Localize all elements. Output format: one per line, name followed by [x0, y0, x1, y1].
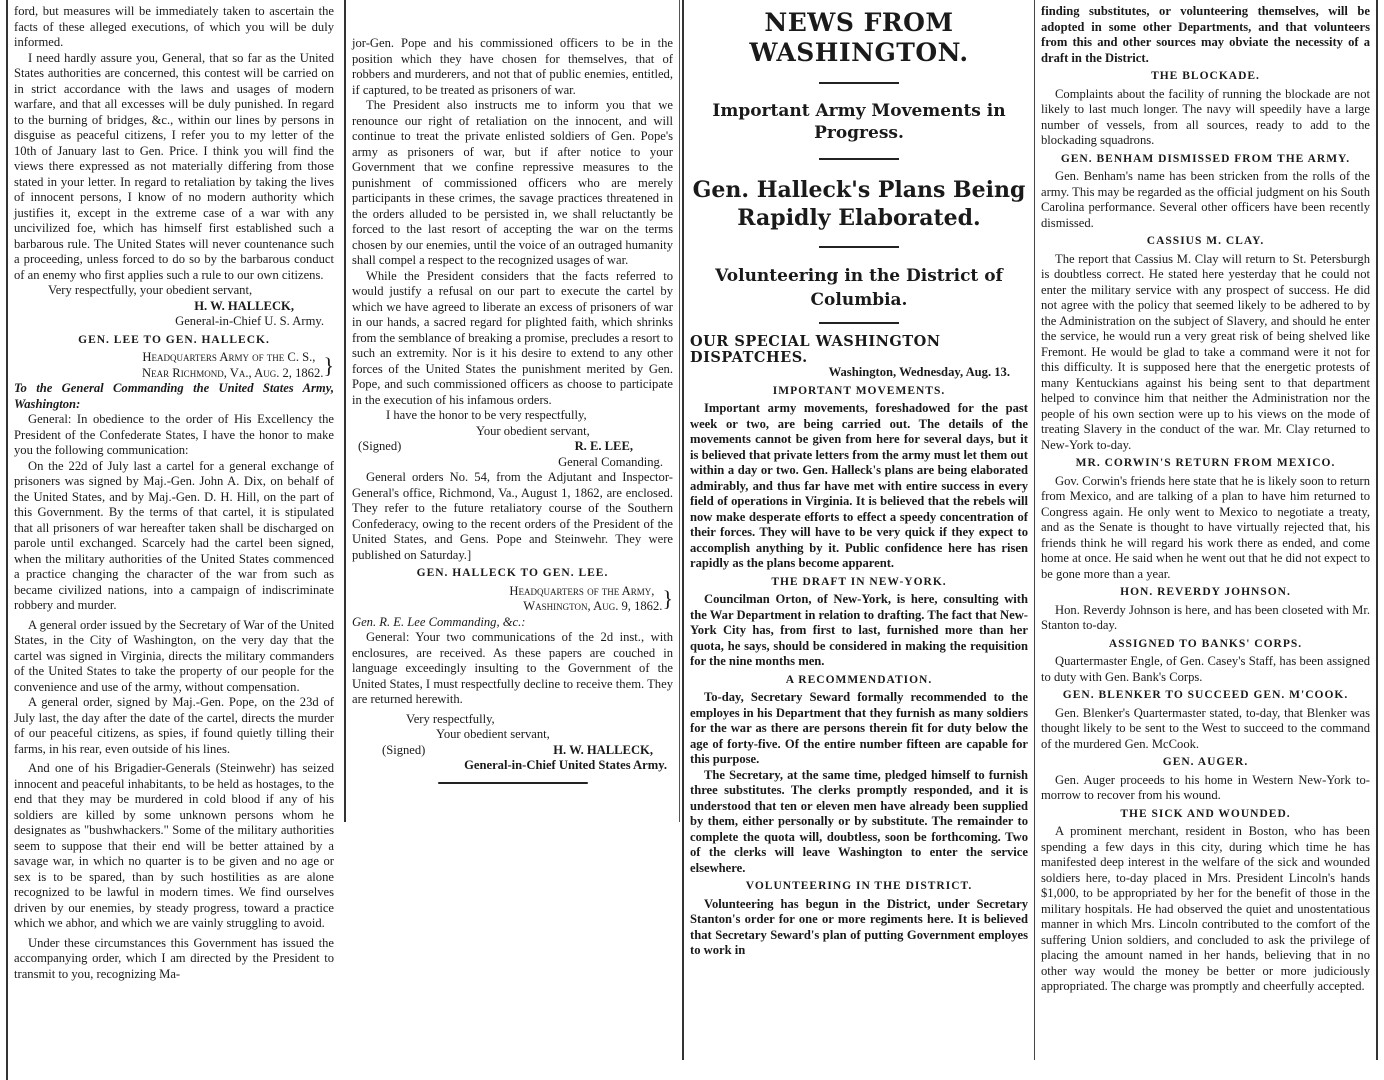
headline: NEWS FROM WASHINGTON.: [749, 8, 969, 67]
headquarters-line: Near Richmond, Va., Aug. 2, 1862.: [142, 365, 324, 380]
signature-title: General Comanding.: [558, 454, 663, 469]
divider-rule: [819, 82, 899, 84]
divider-rule: [819, 158, 899, 160]
signature-name: H. W. HALLECK,: [194, 298, 294, 313]
section-subhead: A RECOMMENDATION.: [785, 673, 933, 686]
signature-title: General-in-Chief United States Army.: [464, 758, 667, 772]
headquarters-block: [352, 584, 673, 615]
section-subhead: ASSIGNED TO BANKS' CORPS.: [1108, 637, 1303, 650]
paragraph: And one of his Brigadier-Generals (Steinwehr) has seized innocent and peaceful inhabitants, to be held as hostages, to the end that they may be murdered in cold blood if any of his soldiers are killed by some unknown persons whom he designates as "bushwhackers." Some of the military authorities seem to suppose that their end will be better attained by a savage war, in which no quarter is to be given and no age or sex is to be spared, than by such hostilities as are alone recognized to be lawful in modern times. We find ourselves driven by our enemies, by steady progress, toward a practice which we abhor, and which we are vainly struggling to avoid.: [14, 761, 334, 930]
section-subhead: VOLUNTEERING IN THE DISTRICT.: [745, 880, 973, 892]
paragraph: Gen. Auger proceeds to his home in Western New-York to-morrow to recover from his wound.: [1041, 772, 1370, 802]
paragraph: On the 22d of July last a cartel for a general exchange of prisoners was signed by Maj.-Gen. John A. Dix, on behalf of the United States, and by Maj.-Gen. D. H. Hill, on the part of this Government. By the terms of that cartel, it is stipulated that all prisoners of war hereafter taken shall be discharged on parole until exchanged. Scarcely had the cartel been signed, when the military authorities of the United States commenced a practice changing the character of the war from such as became civilized nations, into a campaign of indiscriminate robbery and murder.: [14, 458, 334, 612]
column-3: [682, 0, 1034, 1060]
paragraph: The report that Cassius M. Clay will return to St. Petersburgh is doubtless correct. He stated here yesterday that he could not enter the military service with any prospect of success. He did not agree with the policy that seemed likely to be adhered to by the Administration on the subject of Slavery, and should he enter the service, he would run a very great risk of being shelved like Fremont. He would be glad to take a command were it not for this difficulty. It is supposed here that the energetic protests of many Kentuckians against his being sent to that department helped to convince him that neither the Administration nor the people of his own section were up to his views on the mode of treating Slavery in the conduct of the war. Mr. Clay returned to New-York to-day.: [1041, 251, 1370, 452]
paragraph: Under these circumstances this Government has issued the accompanying order, which I am directed by the President to transmit to you, recognizing Ma-: [14, 935, 334, 981]
paragraph: A prominent merchant, resident in Boston, who has been spending a few days in this city, during which time he has manifested deep interest in the welfare of the sick and wounded soldiers here, to-day placed in Mrs. President Lincoln's hands $1,000, to be appropriated by her for the benefit of those in the military hospitals. He had observed the quiet and unostentatious manner in which Mrs. Lincoln contributed to the comfort of the suffering Union soldiers, and concluded to ask the privilege of placing the amount named in her hands, believing that in no other way would the money be better or more judiciously appropriated. The charge was promptly and cheerfully accepted.: [1041, 824, 1370, 993]
section-subhead: GEN. BENHAM DISMISSED FROM THE ARMY.: [1060, 152, 1351, 165]
letter-closing: Your obedient servant,: [476, 423, 590, 438]
divider-rule: [819, 322, 899, 324]
signature-row: [352, 743, 673, 759]
column-2: [344, 0, 680, 822]
signed-label: (Signed): [358, 439, 402, 453]
headline-deck: Gen. Halleck's Plans Being Rapidly Elaborated.: [692, 177, 1026, 231]
headquarters-line: Washington, Aug. 9, 1862.: [523, 599, 663, 613]
paragraph: Complaints about the facility of running the blockade are not likely to last much longer. The navy will speedily have a large number of vessels, from all sources, ready to add to the blockading squadrons.: [1041, 86, 1370, 147]
paragraph: Gov. Corwin's friends here state that he is likely soon to return from Mexico, and are talking of a plan to have him returned to Congress again. He only went to Mexico to negotiate a treaty, and as the Senate is thought to have virtually rejected that, his friends think he will regard his work there as ended, and come home at once. He said when he went out that he did not expect to be gone more than a year.: [1041, 473, 1370, 581]
paragraph: Councilman Orton, of New-York, is here, consulting with the War Department in relation to drafting. The fact that New-York City has, from first to last, furnished more than her quota, he says, should be considered in making the requisition for the nine months men.: [690, 592, 1028, 668]
orders-note: General orders No. 54, from the Adjutant and Inspector-General's office, Richmond, Va., August 1, 1862, are enclosed. They refer to the future retaliatory course of the Southern Confederacy, owing to the recent orders of the President of the United States, and Gens. Pope and Steinwehr. They were published on Saturday.]: [352, 470, 673, 562]
section-subhead: GEN. LEE TO GEN. HALLECK.: [78, 333, 270, 346]
section-subhead: HON. REVERDY JOHNSON.: [1120, 586, 1291, 598]
salutation: Gen. R. E. Lee Commanding, &c.:: [352, 614, 526, 629]
paragraph: A general order, signed by Maj.-Gen. Pope, on the 23d of July last, the day after the date of the cartel, directs the murder of our peaceful citizens, as spies, if found quietly tilling their farms, in his rear, even outside of his lines.: [14, 695, 334, 756]
paragraph: General: Your two communications of the 2d inst., with enclosures, are received. As these papers are couched in language exceedingly insulting to the Government of the United States, I must respectfully decline to receive them. They are returned herewith.: [352, 630, 673, 706]
paragraph: While the President considers that the facts referred to would justify a refusal on our part to execute the cartel by which we have agreed to liberate an excess of prisoners of war in our hands, a sacred regard for plighted faith, which shrinks from the semblance of breaking a promise, precludes a resort to such an extremity. Nor is it his desire to extend to any other forces of the United States the punishment merited by Gen. Pope, and such commissioned officers as choose to participate in the execution of his infamous orders.: [352, 268, 673, 407]
paragraph: Gen. Benham's name has been stricken from the rolls of the army. This may be regarded as the official judgment on his South Carolina performance. Several other officers have been recently dismissed.: [1041, 169, 1370, 230]
section-subhead: GEN. AUGER.: [1162, 756, 1249, 768]
section-subhead: THE DRAFT IN NEW-YORK.: [771, 575, 947, 588]
letter-closing: Very respectfully,: [406, 711, 495, 726]
dispatch-heading: OUR SPECIAL WASHINGTON DISPATCHES.: [690, 333, 941, 366]
dispatch-body: [690, 384, 1028, 959]
headquarters-block: [14, 350, 334, 381]
paragraph: Gen. Blenker's Quartermaster stated, to-day, that Blenker was thought likely to be sent to the West to succeed to the command of the murdered Gen. McCook.: [1041, 705, 1370, 751]
section-subhead: THE SICK AND WOUNDED.: [1120, 807, 1291, 820]
section-subhead: MR. CORWIN'S RETURN FROM MEXICO.: [1075, 457, 1336, 469]
brace-icon: }: [662, 586, 673, 611]
salutation: To the General Commanding the United States Army, Washington:: [14, 381, 334, 411]
signature-title: General-in-Chief U. S. Army.: [175, 314, 324, 328]
paragraph: Quartermaster Engle, of Gen. Casey's Staff, has been assigned to duty with Gen. Bank's Corps.: [1041, 654, 1370, 684]
paragraph: To-day, Secretary Seward formally recommended to the employes in his Department that they furnish as many soldiers for the war as there are persons therein fit for duty below the age of forty-five. Of the entire number fifteen are capable for this purpose.: [690, 690, 1028, 766]
brace-icon: }: [323, 352, 334, 378]
letter-closing: I have the honor to be very respectfully,: [386, 408, 587, 422]
section-subhead: THE BLOCKADE.: [1151, 70, 1260, 82]
headquarters-line: Headquarters Army of the C. S.,: [142, 350, 316, 364]
paragraph: The Secretary, at the same time, pledged himself to furnish three substitutes. The clerks promptly responded, and it is understood that ten or eleven men have already been supplied by them, either personally or by substitute. The remainder to complete the quota will, doubtless, soon be forthcoming. Two of the clerks will leave Washington to enter the service elsewhere.: [690, 767, 1028, 875]
headline-deck: Volunteering in the District of Columbia.: [715, 266, 1003, 310]
signed-label: (Signed): [382, 742, 426, 757]
signature-name: R. E. LEE,: [574, 439, 633, 453]
paragraph: finding substitutes, or volunteering themselves, will be adopted in some other Departments, and that volunteers from this and other sources may obviate the necessity of a draft in the District.: [1041, 4, 1370, 65]
paragraph: ford, but measures will be immediately taken to ascertain the facts of these alleged executions, of which you will be duly informed.: [14, 4, 334, 49]
paragraph: Hon. Reverdy Johnson is here, and has been closeted with Mr. Stanton to-day.: [1041, 602, 1370, 632]
divider-rule: [819, 246, 899, 248]
headline-deck: Important Army Movements in Progress.: [712, 101, 1006, 143]
paragraph: I need hardly assure you, General, that so far as the United States authorities are concerned, this contest will be carried on in strict accordance with the laws and usages of modern warfare, and that all excesses will be duly punished. In regard to the burning of bridges, &c., within our lines by persons in disguise as peaceful citizens, I refer you to my letter of the 10th of January last to Gen. Price. I think you will find the views there expressed as not materially differing from those stated in your letter. In regard to retaliation by taking the lives of innocent persons, I know of no modern authority which justifies it, except in the extreme case of a war with any uncivilized foe, which has himself first established such a barbarous rule. The United States will never countenance such a proceeding, unless forced to do so by the barbarous conduct of an enemy who first applies such a rule to our own citizens.: [14, 50, 334, 282]
signature-row: [352, 439, 673, 455]
paragraph: The President also instructs me to inform you that we renounce our right of retaliation on the innocent, and will continue to treat the private enlisted soldiers of Gen. Pope's army as prisoners of war, but if after notice to your Government that we confine repressive measures to the punishment of commissioned officers who are merely participants in these crimes, the savage practices threatened in the orders alluded to be persisted in, we shall reluctantly be forced to the last resort of accepting the war on the terms chosen by our enemies, until the voice of an outraged humanity shall compel a respect to the recognized usages of war.: [352, 98, 673, 267]
paragraph: A general order issued by the Secretary of War of the United States, in the City of Washington, on the very day that the cartel was signed in Virginia, directs the military commanders of the United States to take the property of our people for the convenience and use of the army, without compensation.: [14, 617, 334, 694]
section-subhead: GEN. BLENKER TO SUCCEED GEN. M'COOK.: [1062, 689, 1349, 701]
paragraph: Important army movements, foreshadowed for the past week or two, are being carried out. The details of the movements cannot be given from here for several days, but it is believed that private letters from the army must let them out within a day or two. Gen. Halleck's plans are being elaborated admirably, and thus far have met with entire success in every field of operations in Virginia. It is believed that the rebels will now make desperate efforts to effect a speedy concentration of their forces. They will have to be very quick if they expect to accomplish anything by it. Public confidence here has risen rapidly as the plans become apparent.: [690, 401, 1028, 570]
section-subhead: IMPORTANT MOVEMENTS.: [772, 384, 946, 397]
column-1: [6, 0, 338, 1080]
dateline: Washington, Wednesday, Aug. 13.: [828, 365, 1010, 379]
headquarters-line: Headquarters of the Army,: [509, 583, 655, 598]
end-rule: [438, 782, 588, 784]
paragraph: General: In obedience to the order of His Excellency the President of the Confederate States, I have the honor to make you the following communication:: [14, 412, 334, 457]
paragraph: Volunteering has begun in the District, under Secretary Stanton's order for one or more regiments here. It is believed that Secretary Seward's plan of putting Government employes to work in: [690, 896, 1028, 957]
section-subhead: GEN. HALLECK TO GEN. LEE.: [416, 567, 609, 579]
letter-closing: Your obedient servant,: [436, 727, 550, 741]
column-4: [1034, 0, 1378, 1060]
signature-name: H. W. HALLECK,: [553, 742, 653, 757]
section-subhead: CASSIUS M. CLAY.: [1146, 235, 1265, 247]
paragraph: jor-Gen. Pope and his commissioned officers to be in the position which they have chosen for themselves, that of robbers and murderers, and not that of public enemies, entitled, if captured, to be treated as prisoners of war.: [352, 36, 673, 97]
letter-closing: Very respectfully, your obedient servant,: [48, 283, 253, 297]
